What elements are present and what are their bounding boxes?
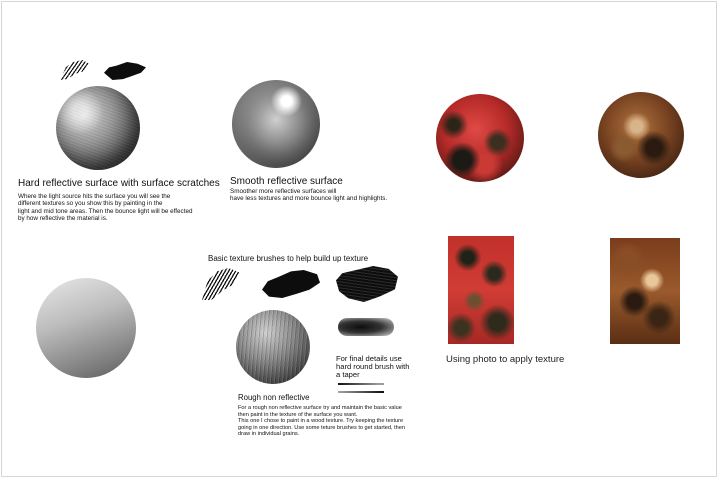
hard-reflective-sphere bbox=[56, 86, 140, 170]
wood-texture-sphere bbox=[236, 310, 310, 384]
final-details-note: For final details use hard round brush with a taper bbox=[336, 354, 410, 379]
rough-surface-description: For a rough non reflective surface try and maintain the basic value then paint in the texture of the surface you want. This one I chose to paint in a wood texture. Try keeping the texture going in one direction. Use some teture brushes to get started, then draw in individual grains. bbox=[238, 405, 405, 438]
hard-surface-description: Where the light source hits the surface you will see the different textures so you show this by painting in the light and mid tone areas. Then the bounce light will be effected by how reflective the material is. bbox=[18, 193, 193, 223]
soft-round-brush-stroke bbox=[338, 318, 394, 336]
photo-texture-caption: Using photo to apply texture bbox=[446, 354, 565, 365]
hard-surface-title: Hard reflective surface with surface scratches bbox=[18, 178, 220, 189]
red-paint-textured-sphere bbox=[436, 94, 524, 182]
smooth-surface-title: Smooth reflective surface bbox=[230, 176, 343, 187]
smooth-reflective-sphere bbox=[232, 80, 320, 168]
red-paint-photo-reference bbox=[448, 236, 514, 344]
smooth-surface-description: Smoother more reflective surfaces will have less textures and more bounce light and highlights. bbox=[230, 188, 388, 203]
rough-surface-title: Rough non reflective bbox=[238, 393, 310, 402]
texture-brushes-title: Basic texture brushes to help build up texture bbox=[208, 254, 369, 263]
rust-textured-sphere bbox=[598, 92, 684, 178]
base-value-sphere bbox=[36, 278, 136, 378]
rust-photo-reference bbox=[610, 238, 680, 344]
